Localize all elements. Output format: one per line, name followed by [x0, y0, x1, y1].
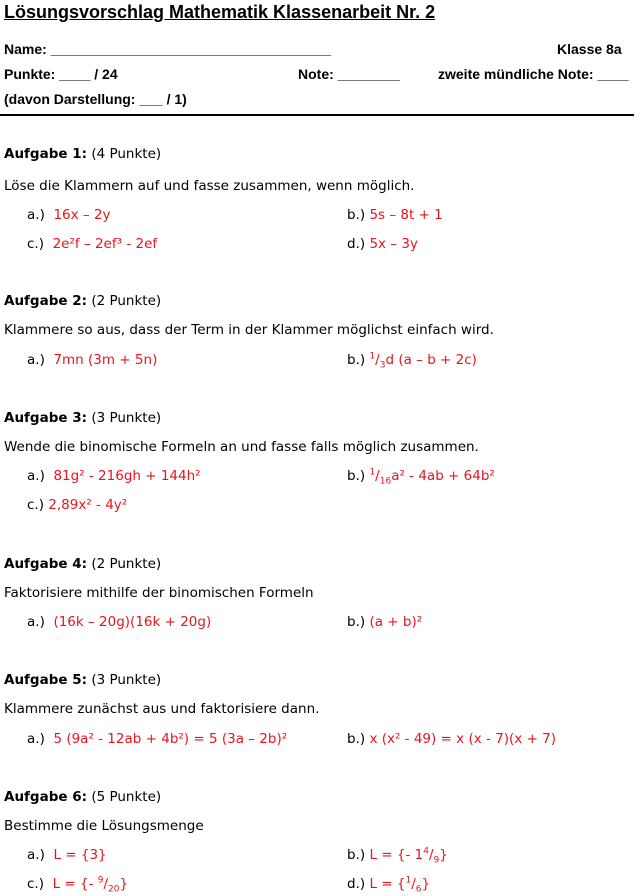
task-3-answer-c: c.) 2,89x² - 4y²	[27, 497, 128, 513]
task-2-instruction: Klammere so aus, dass der Term in der Klammer möglichst einfach wird.	[4, 322, 494, 338]
task-3-answer-b: b.) $^1/_{16}a^2 - 4ab + 64b^2$	[347, 467, 495, 487]
page-title: Lösungsvorschlag Mathematik Klassenarbeit Nr. 2	[4, 2, 436, 22]
task-5-heading: Aufgabe 5: (3 Punkte)	[4, 672, 162, 688]
grade-field: Note: ________	[298, 66, 400, 82]
task-3-heading: Aufgabe 3: (3 Punkte)	[4, 410, 162, 426]
task-1-heading: Aufgabe 1: (4 Punkte)	[4, 146, 162, 162]
task-1-answer-a: a.) 16x – 2y	[27, 207, 111, 223]
task-1-answer-d: d.) 5x – 3y	[347, 236, 418, 252]
name-field: Name: ____________________________________	[4, 41, 331, 57]
class-label: Klasse 8a	[557, 41, 622, 57]
task-6-answer-d: d.) $L = \{^1/_6\}$	[347, 875, 431, 895]
task-1-answer-b: b.) 5s – 8t + 1	[347, 207, 443, 223]
task-5-answer-a: a.) 5 (9a² - 12ab + 4b²) = 5 (3a – 2b)²	[27, 731, 288, 747]
task-6-answer-c: c.) L = {- $^9/_{20}$}	[27, 875, 129, 895]
points-field: Punkte: ____ / 24	[4, 66, 118, 82]
task-4-answer-a: a.) (16k – 20g)(16k + 20g)	[27, 614, 212, 630]
task-4-instruction: Faktorisiere mithilfe der binomischen Formeln	[4, 585, 314, 601]
presentation-field: (davon Darstellung: ___ / 1)	[4, 91, 187, 107]
task-4-answer-b: b.) (a + b)²	[347, 614, 423, 630]
task-6-answer-a: a.) L = {3}	[27, 847, 107, 863]
task-2-answer-a: a.) 7mn (3m + 5n)	[27, 352, 158, 368]
task-6-instruction: Bestimme die Lösungsmenge	[4, 818, 204, 834]
header-divider	[0, 114, 634, 116]
task-1-answer-c: c.) 2e²f – 2ef³ - 2ef	[27, 236, 158, 252]
oral-grade-field: zweite mündliche Note: ____	[438, 66, 629, 82]
task-4-heading: Aufgabe 4: (2 Punkte)	[4, 556, 162, 572]
task-3-answer-a: a.) 81g² - 216gh + 144h²	[27, 468, 201, 484]
task-5-answer-b: b.) x (x² - 49) = x (x - 7)(x + 7)	[347, 731, 557, 747]
task-3-instruction: Wende die binomische Formeln an und fasse falls möglich zusammen.	[4, 439, 479, 455]
task-2-answer-b: b.) $^1/_3d$ (a – b + 2c)	[347, 351, 477, 371]
task-6-heading: Aufgabe 6: (5 Punkte)	[4, 789, 162, 805]
task-6-answer-b: b.) L = {- $1^4/_9$}	[347, 846, 448, 866]
task-5-instruction: Klammere zunächst aus und faktorisiere dann.	[4, 701, 320, 717]
task-2-heading: Aufgabe 2: (2 Punkte)	[4, 293, 162, 309]
task-1-instruction: Löse die Klammern auf und fasse zusammen, wenn möglich.	[4, 178, 415, 194]
